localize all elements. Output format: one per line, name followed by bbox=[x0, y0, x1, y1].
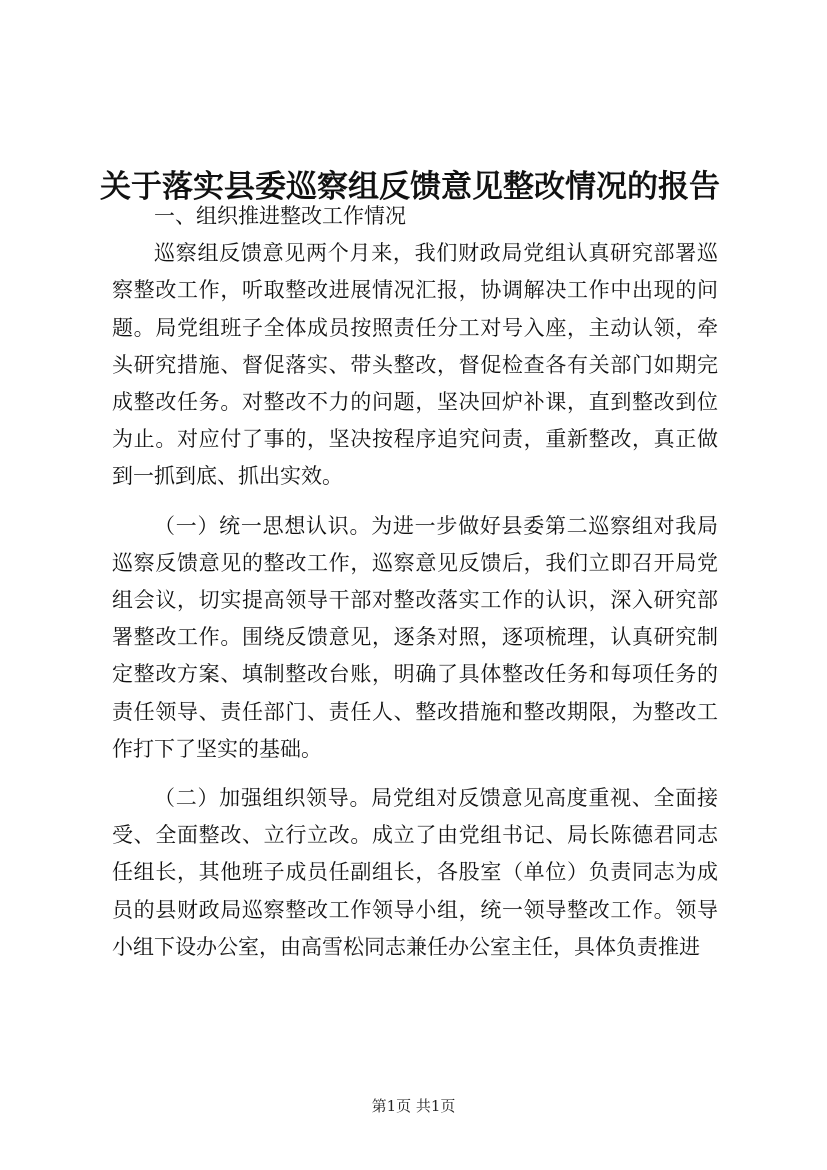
paragraph-unify-thinking: （一）统一思想认识。为进一步做好县委第二巡察组对我局巡察反馈意见的整改工作，巡察意见反馈后，我们立即召开局党组会议，切实提高领导干部对整改落实工作的认识，深入研究部署整改工作。围绕反馈意见，逐条对照，逐项梳理，认真研究制定整改方案、填制整改台账，明确了具体整改任务和每项任务的责任领导、责任部门、责任人、整改措施和整改期限，为整改工作打下了坚实的基础。 bbox=[112, 513, 718, 761]
page-footer: 第1页 共1页 bbox=[371, 1097, 456, 1115]
document-title: 关于落实县委巡察组反馈意见整改情况的报告 bbox=[100, 168, 720, 205]
paragraph-overview: 巡察组反馈意见两个月来，我们财政局党组认真研究部署巡察整改工作，听取整改进展情况汇报，协调解决工作中出现的问题。局党组班子全体成员按照责任分工对号入座，主动认领，牵头研究措施、督促落实、带头整改，督促检查各有关部门如期完成整改任务。对整改不力的问题，坚决回炉补课，直到整改到位为止。对应付了事的，坚决按程序追究问责，重新整改，真正做到一抓到底、抓出实效。 bbox=[112, 241, 718, 489]
section-heading: 一、组织推进整改工作情况 bbox=[154, 204, 406, 228]
document-body bbox=[112, 198, 718, 966]
paragraph-strengthen-leadership: （二）加强组织领导。局党组对反馈意见高度重视、全面接受、全面整改、立行立改。成立了由党组书记、局长陈德君同志任组长，其他班子成员任副组长，各股室（单位）负责同志为成员的县财政局巡察整改工作领导小组，统一领导整改工作。领导小组下设办公室，由高雪松同志兼任办公室主任，具体负责推进 bbox=[112, 786, 718, 959]
